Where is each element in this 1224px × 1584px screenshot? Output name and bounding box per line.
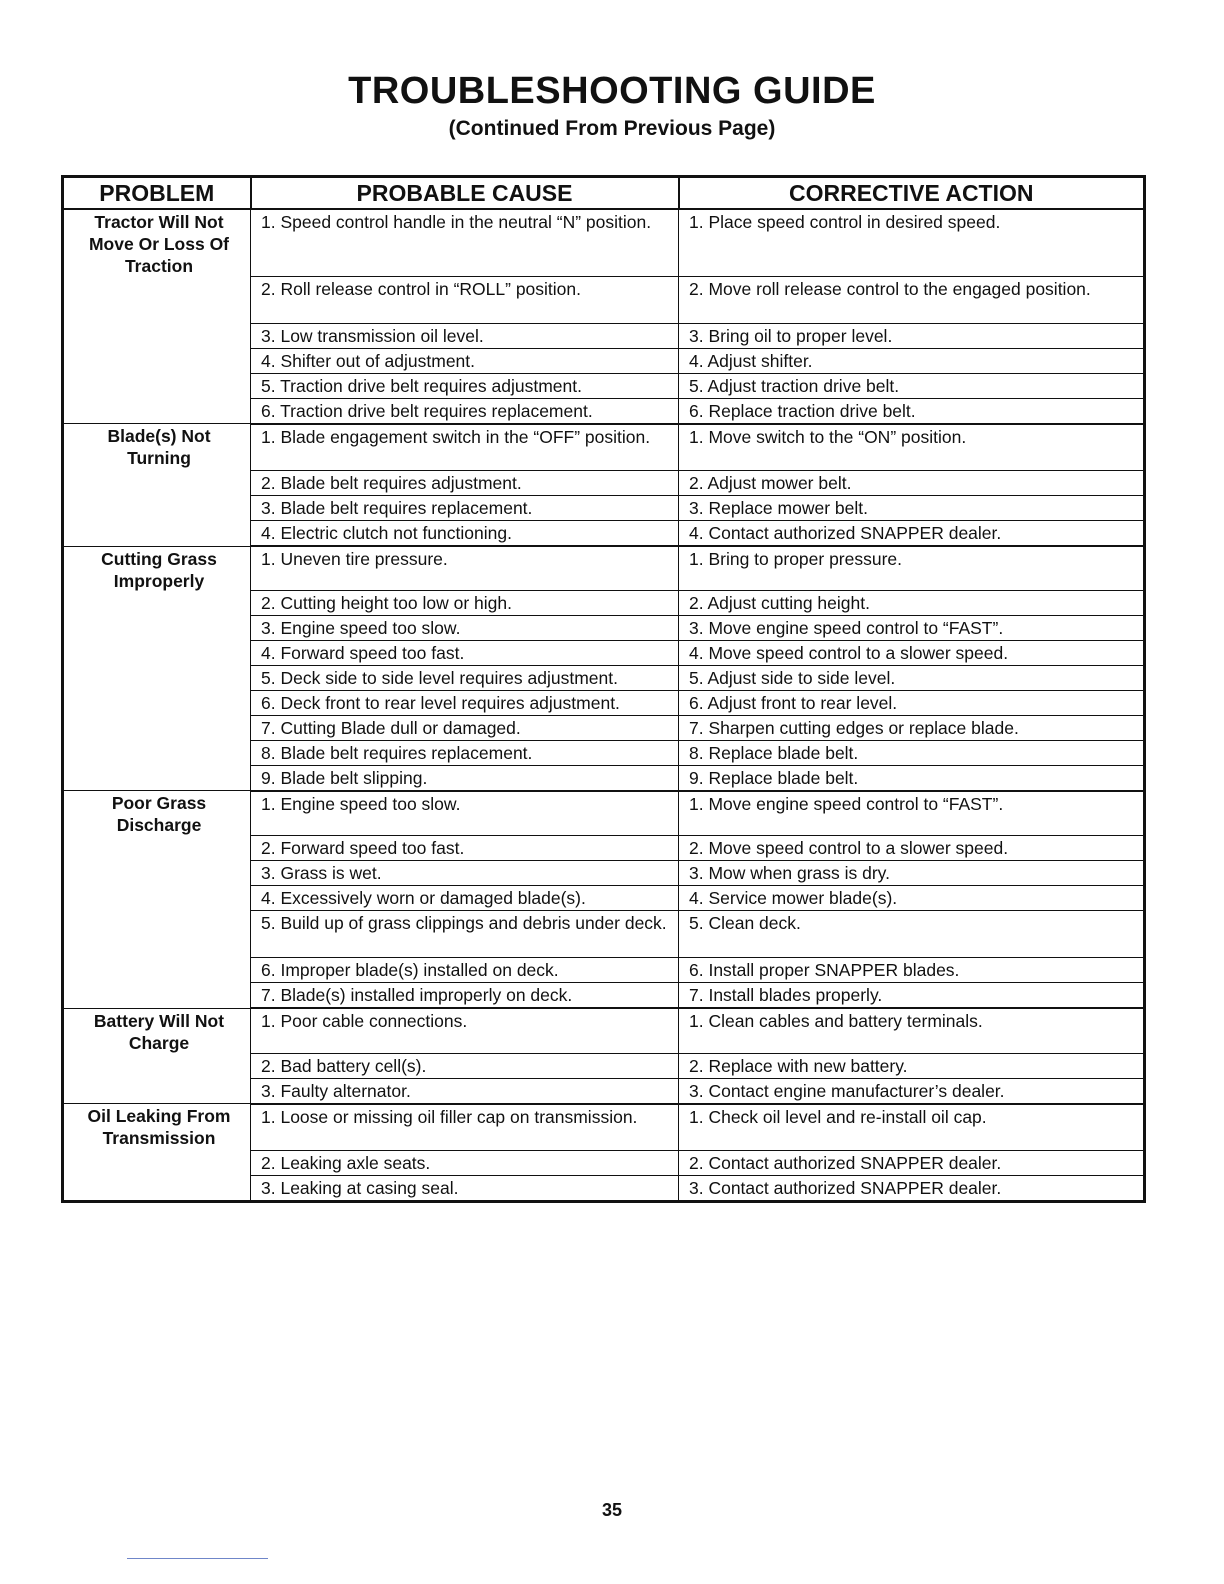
cause-cell (251, 521, 679, 547)
problem-cell: Oil Leaking From Transmission (63, 1104, 251, 1202)
action-cell (679, 836, 1145, 861)
action-cell (679, 348, 1145, 373)
cause-text: 5. Deck side to side level requires adjustment. (261, 667, 618, 688)
action-text: 5. Clean deck. (689, 913, 801, 933)
cause-cell (251, 615, 679, 640)
table-body (63, 209, 1145, 1202)
action-text: 1. Bring to proper pressure. (689, 549, 903, 569)
action-text: 3. Contact engine manufacturer’s dealer. (689, 1080, 1005, 1101)
table-row (63, 1008, 1145, 1053)
action-cell (679, 640, 1145, 665)
cause-cell (251, 791, 679, 836)
action-text: 3. Contact authorized SNAPPER dealer. (689, 1178, 1002, 1198)
action-text: 2. Adjust mower belt. (689, 473, 852, 493)
problem-cell: Blade(s) Not Turning (63, 424, 251, 547)
cause-cell (251, 323, 679, 348)
action-text: 2. Replace with new battery. (689, 1055, 908, 1076)
action-text: 6. Install proper SNAPPER blades. (689, 960, 960, 980)
cause-cell (251, 983, 679, 1009)
cause-text: 1. Poor cable connections. (261, 1011, 468, 1031)
cause-text: 4. Excessively worn or damaged blade(s). (261, 888, 586, 908)
cause-cell (251, 496, 679, 521)
cause-cell (251, 348, 679, 373)
cause-cell (251, 640, 679, 665)
cause-text: 7. Cutting Blade dull or damaged. (261, 717, 521, 738)
action-text: 4. Adjust shifter. (689, 350, 813, 371)
cause-text: 2. Leaking axle seats. (261, 1153, 431, 1173)
cause-cell (251, 424, 679, 471)
action-text: 5. Adjust traction drive belt. (689, 375, 900, 396)
problem-cell: Tractor Will Not Move Or Loss Of Traction (63, 209, 251, 424)
cause-text: 3. Low transmission oil level. (261, 325, 484, 346)
cause-cell (251, 1008, 679, 1053)
action-cell (679, 471, 1145, 496)
cause-text: 7. Blade(s) installed improperly on deck. (261, 985, 573, 1005)
cause-text: 1. Loose or missing oil filler cap on transmission. (261, 1106, 638, 1127)
cause-text: 9. Blade belt slipping. (261, 767, 428, 788)
page-subtitle: (Continued From Previous Page) (448, 117, 776, 140)
action-cell (679, 496, 1145, 521)
cause-cell (251, 765, 679, 791)
action-text: 1. Move switch to the “ON” position. (689, 426, 967, 447)
action-text: 7. Install blades properly. (689, 985, 883, 1005)
action-cell (679, 911, 1145, 958)
action-text: 6. Adjust front to rear level. (689, 692, 898, 713)
column-header-probable-cause: PROBABLE CAUSE (251, 177, 679, 210)
action-cell (679, 276, 1145, 323)
action-cell (679, 765, 1145, 791)
action-text: 3. Move engine speed control to “FAST”. (689, 617, 1004, 638)
cause-cell (251, 276, 679, 323)
action-cell (679, 740, 1145, 765)
cause-text: 1. Blade engagement switch in the “OFF” position. (261, 426, 651, 447)
cause-text: 5. Build up of grass clippings and debris under deck. (261, 913, 667, 933)
cause-cell (251, 1176, 679, 1202)
action-cell (679, 715, 1145, 740)
action-cell (679, 1078, 1145, 1104)
action-text: 1. Check oil level and re-install oil cap. (689, 1106, 987, 1127)
cause-cell (251, 886, 679, 911)
action-text: 1. Move engine speed control to “FAST”. (689, 793, 1004, 814)
action-cell (679, 983, 1145, 1009)
action-text: 4. Move speed control to a slower speed. (689, 642, 1009, 663)
cause-text: 2. Roll release control in “ROLL” position. (261, 278, 582, 299)
action-text: 1. Place speed control in desired speed. (689, 212, 1001, 232)
cause-text: 3. Grass is wet. (261, 863, 382, 883)
cause-text: 3. Leaking at casing seal. (261, 1178, 459, 1198)
cause-cell (251, 958, 679, 983)
cause-text: 3. Blade belt requires replacement. (261, 498, 533, 518)
action-text: 2. Adjust cutting height. (689, 592, 870, 613)
action-cell (679, 1151, 1145, 1176)
cause-cell (251, 398, 679, 424)
action-cell (679, 665, 1145, 690)
troubleshooting-table (61, 175, 1146, 1203)
cause-cell (251, 665, 679, 690)
cause-cell (251, 1104, 679, 1151)
column-header-corrective-action: CORRECTIVE ACTION (679, 177, 1145, 210)
column-header-problem: PROBLEM (63, 177, 251, 210)
action-text: 9. Replace blade belt. (689, 767, 859, 788)
cause-cell (251, 209, 679, 276)
cause-text: 2. Forward speed too fast. (261, 838, 465, 858)
action-cell (679, 323, 1145, 348)
action-cell (679, 1104, 1145, 1151)
cause-cell (251, 1053, 679, 1078)
action-text: 3. Mow when grass is dry. (689, 863, 890, 883)
table-row (63, 1104, 1145, 1151)
cause-cell (251, 740, 679, 765)
cause-cell (251, 1078, 679, 1104)
action-text: 2. Move roll release control to the engaged position. (689, 278, 1091, 299)
action-text: 1. Clean cables and battery terminals. (689, 1011, 983, 1031)
cause-text: 8. Blade belt requires replacement. (261, 742, 533, 763)
action-cell (679, 424, 1145, 471)
action-text: 3. Replace mower belt. (689, 498, 868, 518)
cause-text: 3. Engine speed too slow. (261, 617, 461, 638)
action-cell (679, 1008, 1145, 1053)
cause-text: 1. Engine speed too slow. (261, 793, 461, 814)
table-row (63, 209, 1145, 276)
action-cell (679, 398, 1145, 424)
table-row (63, 791, 1145, 836)
action-text: 7. Sharpen cutting edges or replace blade. (689, 717, 1019, 738)
action-cell (679, 886, 1145, 911)
action-text: 2. Contact authorized SNAPPER dealer. (689, 1153, 1002, 1173)
cause-text: 4. Electric clutch not functioning. (261, 523, 512, 543)
table-row (63, 546, 1145, 590)
cause-text: 1. Speed control handle in the neutral “N” position. (261, 212, 652, 232)
action-cell (679, 861, 1145, 886)
page-number: 35 (601, 1500, 623, 1520)
action-text: 4. Contact authorized SNAPPER dealer. (689, 523, 1002, 543)
action-text: 5. Adjust side to side level. (689, 667, 896, 688)
action-cell (679, 1176, 1145, 1202)
cause-text: 4. Forward speed too fast. (261, 642, 465, 663)
action-text: 2. Move speed control to a slower speed. (689, 838, 1009, 858)
cause-text: 3. Faulty alternator. (261, 1080, 411, 1101)
action-cell (679, 590, 1145, 615)
cause-cell (251, 715, 679, 740)
cause-text: 2. Cutting height too low or high. (261, 592, 512, 613)
cause-text: 5. Traction drive belt requires adjustment. (261, 375, 582, 396)
cause-text: 6. Improper blade(s) installed on deck. (261, 960, 559, 980)
cause-cell (251, 836, 679, 861)
action-cell (679, 521, 1145, 547)
cause-text: 4. Shifter out of adjustment. (261, 350, 476, 371)
cause-cell (251, 373, 679, 398)
table-row (63, 424, 1145, 471)
cause-text: 6. Traction drive belt requires replacement. (261, 400, 593, 421)
action-cell (679, 615, 1145, 640)
footer-rule (127, 1558, 268, 1559)
cause-text: 1. Uneven tire pressure. (261, 549, 448, 569)
cause-cell (251, 1151, 679, 1176)
action-text: 4. Service mower blade(s). (689, 888, 898, 908)
action-cell (679, 791, 1145, 836)
cause-cell (251, 911, 679, 958)
cause-text: 2. Blade belt requires adjustment. (261, 473, 522, 493)
cause-text: 2. Bad battery cell(s). (261, 1055, 427, 1076)
cause-cell (251, 471, 679, 496)
action-cell (679, 958, 1145, 983)
action-cell (679, 1053, 1145, 1078)
action-text: 3. Bring oil to proper level. (689, 325, 893, 346)
action-cell (679, 546, 1145, 590)
cause-cell (251, 546, 679, 590)
problem-cell: Poor Grass Discharge (63, 791, 251, 1009)
cause-text: 6. Deck front to rear level requires adjustment. (261, 692, 620, 713)
page-title: TROUBLESHOOTING GUIDE (348, 70, 876, 112)
action-cell (679, 209, 1145, 276)
table-header-row (63, 177, 1145, 210)
action-text: 8. Replace blade belt. (689, 742, 859, 763)
problem-cell: Battery Will Not Charge (63, 1008, 251, 1104)
action-cell (679, 373, 1145, 398)
action-cell (679, 690, 1145, 715)
cause-cell (251, 690, 679, 715)
problem-cell: Cutting Grass Improperly (63, 546, 251, 791)
action-text: 6. Replace traction drive belt. (689, 400, 916, 421)
cause-cell (251, 861, 679, 886)
cause-cell (251, 590, 679, 615)
